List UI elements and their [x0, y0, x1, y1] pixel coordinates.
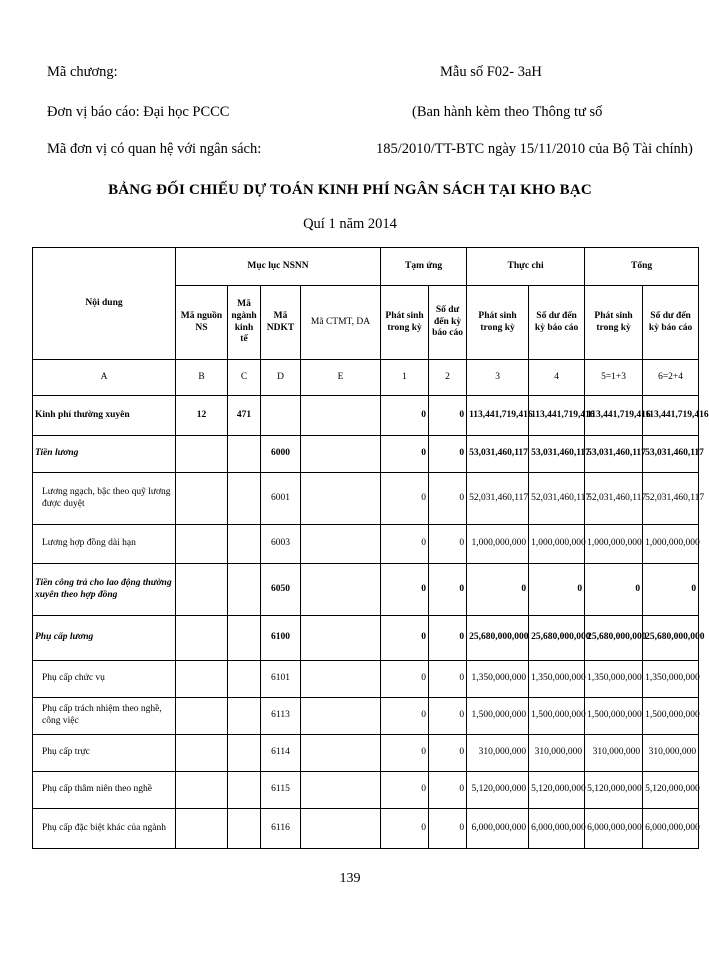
reporting-unit: Đơn vị báo cáo: Đại học PCCC — [47, 104, 230, 120]
ps-tam-ung-cell: 0 — [381, 436, 429, 473]
row-label: Lương ngạch, bậc theo quỹ lương được duyệt — [33, 473, 176, 525]
ps-thuc-chi-cell: 1,350,000,000 — [467, 661, 529, 698]
ps-tam-ung-cell: 0 — [381, 809, 429, 849]
sd-tong-cell: 113,441,719,416 — [643, 396, 699, 436]
budget-table — [32, 247, 709, 849]
sd-tong-cell: 310,000,000 — [643, 735, 699, 772]
ma-nganh-cell — [228, 772, 261, 809]
table-row — [33, 809, 699, 849]
ps-tam-ung-cell: 0 — [381, 396, 429, 436]
ma-ndkt-cell: 6100 — [261, 616, 301, 661]
ps-thuc-chi-cell: 1,500,000,000 — [467, 698, 529, 735]
table-row — [33, 436, 699, 473]
ma-nganh-cell — [228, 564, 261, 616]
sd-tong-cell: 1,000,000,000 — [643, 525, 699, 564]
ps-thuc-chi-cell: 5,120,000,000 — [467, 772, 529, 809]
ma-ctmt-cell — [301, 616, 381, 661]
code-cell: 3 — [467, 360, 529, 396]
row-label: Phụ cấp chức vụ — [33, 661, 176, 698]
sd-tam-ung-cell: 0 — [429, 473, 467, 525]
sd-thuc-chi-cell: 1,500,000,000 — [529, 698, 585, 735]
header-ma-nganh: Mã ngành kinh tế — [228, 286, 261, 360]
ma-ndkt-cell: 6116 — [261, 809, 301, 849]
sd-tam-ung-cell: 0 — [429, 735, 467, 772]
ma-ctmt-cell — [301, 525, 381, 564]
ps-tam-ung-cell: 0 — [381, 564, 429, 616]
ma-nguon-cell — [176, 698, 228, 735]
sd-tam-ung-cell: 0 — [429, 616, 467, 661]
ma-ndkt-cell: 6114 — [261, 735, 301, 772]
code-cell: 5=1+3 — [585, 360, 643, 396]
ma-nguon-cell — [176, 473, 228, 525]
ma-nguon-cell — [176, 616, 228, 661]
ps-tam-ung-cell: 0 — [381, 772, 429, 809]
ma-nguon-cell: 12 — [176, 396, 228, 436]
ma-ctmt-cell — [301, 735, 381, 772]
ma-nguon-cell — [176, 436, 228, 473]
ps-tong-cell: 53,031,460,117 — [585, 436, 643, 473]
ma-ndkt-cell: 6113 — [261, 698, 301, 735]
circular-reference: 185/2010/TT-BTC ngày 15/11/2010 của Bộ Tài chính) — [376, 141, 693, 157]
ps-tong-cell: 113,441,719,416 — [585, 396, 643, 436]
sd-thuc-chi-cell: 1,000,000,000 — [529, 525, 585, 564]
row-label: Phụ cấp trực — [33, 735, 176, 772]
ma-ndkt-cell: 6115 — [261, 772, 301, 809]
header-noi-dung: Nội dung — [33, 248, 176, 360]
ma-chuong-label: Mã chương: — [47, 64, 118, 80]
code-cell: 1 — [381, 360, 429, 396]
sd-thuc-chi-cell: 52,031,460,117 — [529, 473, 585, 525]
ps-tong-cell: 0 — [585, 564, 643, 616]
sd-tong-cell: 0 — [643, 564, 699, 616]
ma-nguon-cell — [176, 661, 228, 698]
ma-nganh-cell — [228, 809, 261, 849]
page-number: 139 — [339, 871, 361, 886]
ps-tam-ung-cell: 0 — [381, 735, 429, 772]
header-muc-luc: Mục lục NSNN — [176, 248, 381, 286]
ps-thuc-chi-cell: 25,680,000,000 — [467, 616, 529, 661]
ma-ctmt-cell — [301, 436, 381, 473]
ps-thuc-chi-cell: 0 — [467, 564, 529, 616]
sd-thuc-chi-cell: 6,000,000,000 — [529, 809, 585, 849]
ma-ndkt-cell — [261, 396, 301, 436]
sd-tong-cell: 1,350,000,000 — [643, 661, 699, 698]
sd-thuc-chi-cell: 113,441,719,416 — [529, 396, 585, 436]
sd-tam-ung-cell: 0 — [429, 661, 467, 698]
sd-tong-cell: 1,500,000,000 — [643, 698, 699, 735]
table-row — [33, 772, 699, 809]
header-tong: Tổng — [585, 248, 699, 286]
ps-thuc-chi-cell: 6,000,000,000 — [467, 809, 529, 849]
row-label: Kinh phí thường xuyên — [33, 396, 176, 436]
ps-tam-ung-cell: 0 — [381, 698, 429, 735]
sd-tam-ung-cell: 0 — [429, 396, 467, 436]
ma-nguon-cell — [176, 525, 228, 564]
code-cell: D — [261, 360, 301, 396]
ma-nganh-cell — [228, 735, 261, 772]
ma-ctmt-cell — [301, 564, 381, 616]
ps-tong-cell: 25,680,000,000 — [585, 616, 643, 661]
code-cell: 4 — [529, 360, 585, 396]
header-ps-tam-ung: Phát sinh trong kỳ — [381, 286, 429, 360]
ps-tam-ung-cell: 0 — [381, 525, 429, 564]
ma-ctmt-cell — [301, 396, 381, 436]
table-row — [33, 735, 699, 772]
sd-tam-ung-cell: 0 — [429, 698, 467, 735]
sd-tam-ung-cell: 0 — [429, 564, 467, 616]
ma-nguon-cell — [176, 772, 228, 809]
ma-nganh-cell — [228, 661, 261, 698]
table-row — [33, 661, 699, 698]
ps-thuc-chi-cell: 1,000,000,000 — [467, 525, 529, 564]
ma-ctmt-cell — [301, 473, 381, 525]
row-label: Tiền công trả cho lao động thường xuyên theo hợp đồng — [33, 564, 176, 616]
sd-tong-cell: 52,031,460,117 — [643, 473, 699, 525]
header-tam-ung: Tạm ứng — [381, 248, 467, 286]
sd-thuc-chi-cell: 310,000,000 — [529, 735, 585, 772]
ps-tong-cell: 1,000,000,000 — [585, 525, 643, 564]
ps-tong-cell: 6,000,000,000 — [585, 809, 643, 849]
code-cell: C — [228, 360, 261, 396]
header-ps-tong: Phát sinh trong kỳ — [585, 286, 643, 360]
row-label: Tiền lương — [33, 436, 176, 473]
ma-nganh-cell — [228, 698, 261, 735]
table-row — [33, 698, 699, 735]
ma-ndkt-cell: 6000 — [261, 436, 301, 473]
ma-ndkt-cell: 6001 — [261, 473, 301, 525]
sd-thuc-chi-cell: 5,120,000,000 — [529, 772, 585, 809]
header-sd-thuc-chi: Số dư đến kỳ báo cáo — [529, 286, 585, 360]
ma-nganh-cell — [228, 616, 261, 661]
ps-thuc-chi-cell: 53,031,460,117 — [467, 436, 529, 473]
sd-thuc-chi-cell: 0 — [529, 564, 585, 616]
ma-nganh-cell — [228, 473, 261, 525]
budget-unit-code-label: Mã đơn vị có quan hệ với ngân sách: — [47, 141, 262, 157]
code-cell: B — [176, 360, 228, 396]
header-ma-nguon: Mã nguồn NS — [176, 286, 228, 360]
row-label: Phụ cấp lương — [33, 616, 176, 661]
code-row — [33, 360, 699, 396]
code-cell: E — [301, 360, 381, 396]
code-cell: 2 — [429, 360, 467, 396]
sd-tam-ung-cell: 0 — [429, 772, 467, 809]
sd-thuc-chi-cell: 1,350,000,000 — [529, 661, 585, 698]
ps-tong-cell: 52,031,460,117 — [585, 473, 643, 525]
ma-ndkt-cell: 6101 — [261, 661, 301, 698]
table-row — [33, 564, 699, 616]
sd-thuc-chi-cell: 53,031,460,117 — [529, 436, 585, 473]
header-thuc-chi: Thực chi — [467, 248, 585, 286]
ma-ctmt-cell — [301, 661, 381, 698]
row-label: Phụ cấp thâm niên theo nghề — [33, 772, 176, 809]
ps-thuc-chi-cell: 310,000,000 — [467, 735, 529, 772]
ma-nguon-cell — [176, 564, 228, 616]
page-title: BẢNG ĐỐI CHIẾU DỰ TOÁN KINH PHÍ NGÂN SÁCH TẠI KHO BẠC — [108, 182, 592, 198]
ma-ctmt-cell — [301, 809, 381, 849]
sd-tong-cell: 6,000,000,000 — [643, 809, 699, 849]
sd-tong-cell: 5,120,000,000 — [643, 772, 699, 809]
table-row — [33, 525, 699, 564]
ps-tong-cell: 1,350,000,000 — [585, 661, 643, 698]
ma-nganh-cell — [228, 525, 261, 564]
sd-tong-cell: 53,031,460,117 — [643, 436, 699, 473]
ps-tong-cell: 310,000,000 — [585, 735, 643, 772]
ps-thuc-chi-cell: 113,441,719,416 — [467, 396, 529, 436]
sd-tam-ung-cell: 0 — [429, 525, 467, 564]
ps-tam-ung-cell: 0 — [381, 473, 429, 525]
ma-nguon-cell — [176, 735, 228, 772]
code-cell: 6=2+4 — [643, 360, 699, 396]
table-row — [33, 396, 699, 436]
page-subtitle: Quí 1 năm 2014 — [303, 216, 397, 232]
header-sd-tam-ung: Số dư đến kỳ báo cáo — [429, 286, 467, 360]
ps-thuc-chi-cell: 52,031,460,117 — [467, 473, 529, 525]
header-sd-tong: Số dư đến kỳ báo cáo — [643, 286, 699, 360]
ma-nganh-cell — [228, 436, 261, 473]
sd-tam-ung-cell: 0 — [429, 809, 467, 849]
header-ma-ndkt: Mã NDKT — [261, 286, 301, 360]
ps-tong-cell: 1,500,000,000 — [585, 698, 643, 735]
ma-nganh-cell: 471 — [228, 396, 261, 436]
row-label: Phụ cấp đặc biệt khác của ngành — [33, 809, 176, 849]
ma-ctmt-cell — [301, 772, 381, 809]
ma-ndkt-cell: 6003 — [261, 525, 301, 564]
sd-tong-cell: 25,680,000,000 — [643, 616, 699, 661]
ps-tam-ung-cell: 0 — [381, 616, 429, 661]
issued-with: (Ban hành kèm theo Thông tư số — [412, 104, 603, 120]
row-label: Phụ cấp trách nhiệm theo nghề, công việc — [33, 698, 176, 735]
header-ps-thuc-chi: Phát sinh trong kỳ — [467, 286, 529, 360]
sd-tam-ung-cell: 0 — [429, 436, 467, 473]
form-number: Mẫu số F02- 3aH — [440, 64, 542, 80]
ps-tong-cell: 5,120,000,000 — [585, 772, 643, 809]
ma-ctmt-cell — [301, 698, 381, 735]
row-label: Lương hợp đồng dài hạn — [33, 525, 176, 564]
sd-thuc-chi-cell: 25,680,000,000 — [529, 616, 585, 661]
table-row — [33, 473, 699, 525]
ps-tam-ung-cell: 0 — [381, 661, 429, 698]
header-ma-ctmt: Mã CTMT, DA — [301, 286, 381, 360]
ma-nguon-cell — [176, 809, 228, 849]
table-row — [33, 616, 699, 661]
ma-ndkt-cell: 6050 — [261, 564, 301, 616]
code-cell: A — [33, 360, 176, 396]
